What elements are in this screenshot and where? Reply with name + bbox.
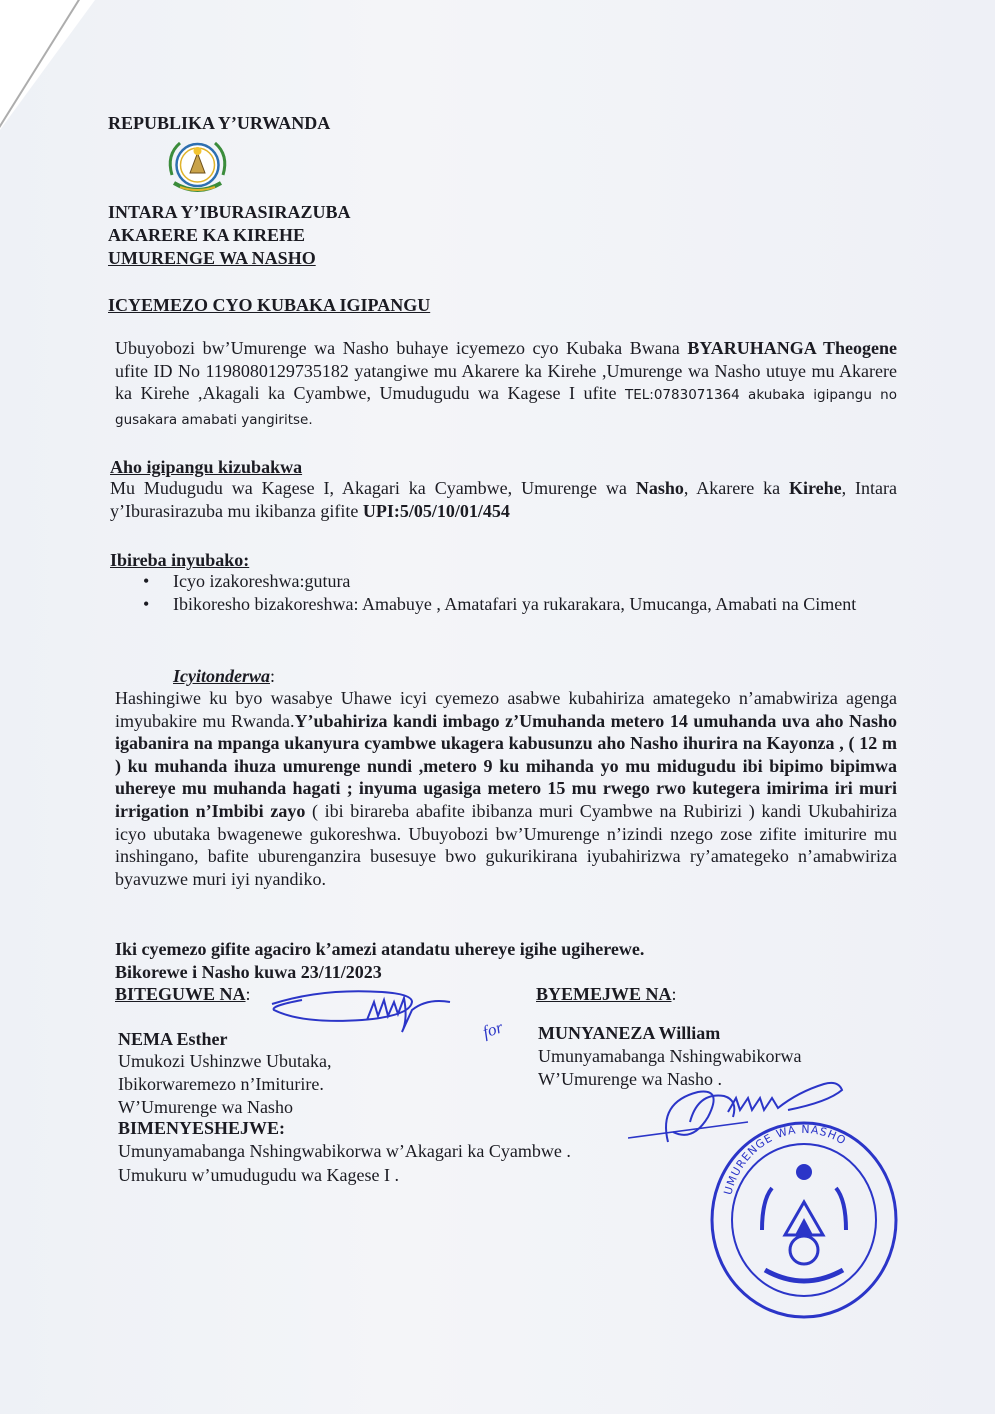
bullet-icon: • <box>143 571 150 591</box>
intro-paragraph <box>115 337 897 431</box>
validity-statement: Iki cyemezo gifite agaciro k’amezi atandatu uhereye igihe ugiherewe. <box>115 939 645 959</box>
location-paragraph <box>110 477 897 522</box>
stamp-ring-text: UMURENGE WA NASHO <box>721 1122 849 1197</box>
conditions-road-setback-text: Y’ubahiriza kandi imbago z’Umuhanda metero 14 umuhanda uva aho Nasho igabanira na mpanga ukanyura cyambwe ukagera kabusunzu aho Nasho ihurira na Kayonza , ( 12 m ) ku muhanda ihuza umurenge nundi ,metero 9 ku mihanda yo mu midugudu ibi bipimo bipimwa uhereye mu muhanda hagati ; inyuma ugasiga metero 15 mu rwego rwo kutegera imirima iri muri irrigation n’Imbibi zayo <box>115 710 897 821</box>
conditions-heading-colon: : <box>270 666 276 686</box>
location-heading: Aho igipangu kizubakwa <box>110 457 303 477</box>
prepared-by-heading: BITEGUWE NA <box>115 984 246 1004</box>
coat-of-arms-emblem <box>160 135 235 197</box>
approved-by-line-1: Umunyamabanga Nshingwabikorwa <box>538 1046 802 1066</box>
intro-text-1: Ubuyobozi bw’Umurenge wa Nasho buhaye icyemezo cyo Kubaka Bwana <box>115 338 688 358</box>
location-district: Kirehe <box>788 478 842 498</box>
handwritten-for-note: for <box>480 1017 506 1042</box>
prepared-by-firstname: Esther <box>172 1029 228 1049</box>
approved-by-heading-wrap <box>536 983 677 1005</box>
copies-line-2: Umukuru w’umudugudu wa Kagese I . <box>118 1165 399 1185</box>
approved-by-colon: : <box>671 984 677 1004</box>
document-title: ICYEMEZO CYO KUBAKA IGIPANGU <box>108 295 431 315</box>
conditions-text-2: ( ibi birareba abafite ibibanza muri Cyambwe na Rubirizi ) kandi Ukubahiriza icyo ubutaka bwagenewe gukoreshwa. Ubuyobozi bw’Umurenge n’izindi nzego zose zifite imiturire mu inshingano, bafite uburenganzira busesuye bwo gukurikirana iyubahirizwa ry’amategeko n’amabwiriza byavuzwe muri iyi nyandiko. <box>115 800 897 889</box>
location-text-1: Mu Mudugudu wa Kagese I, Akagari ka Cyambwe, Umurenge wa <box>110 478 636 498</box>
copies-line-1: Umunyamabanga Nshingwabikorwa w’Akagari ka Cyambwe . <box>118 1141 571 1161</box>
conditions-paragraph <box>115 687 897 890</box>
official-stamp <box>707 1110 902 1320</box>
republic-heading: REPUBLIKA Y’URWANDA <box>108 113 331 133</box>
location-sector: Nasho <box>635 478 684 498</box>
done-at-line: Bikorewe i Nasho kuwa 23/11/2023 <box>115 962 382 982</box>
building-heading: Ibireba inyubako: <box>110 550 250 570</box>
conditions-heading: Icyitonderwa <box>173 666 270 686</box>
province-heading: INTARA Y’IBURASIRAZUBA <box>108 202 351 222</box>
copies-heading: BIMENYESHEJWE: <box>118 1118 286 1138</box>
bullet-icon: • <box>143 594 150 614</box>
preparer-signature <box>262 980 462 1042</box>
prepared-by-line-1: Umukozi Ushinzwe Ubutaka, <box>118 1051 332 1071</box>
building-item-materials: Ibikoresho bizakoreshwa: Amabuye , Amatafari ya rukarakara, Umucanga, Amabati na Ciment <box>173 594 857 614</box>
approved-by-name: MUNYANEZA William <box>538 1023 721 1043</box>
folded-corner <box>0 0 95 130</box>
upi-number: UPI:5/05/10/01/454 <box>362 500 510 521</box>
prepared-by-name <box>118 1028 228 1050</box>
conditions-heading-wrap <box>173 665 275 687</box>
district-heading: AKARERE KA KIREHE <box>108 225 306 245</box>
prepared-by-surname: NEMA <box>118 1029 172 1049</box>
intro-text-2: ufite ID No 1198080129735182 yatangiwe mu Akarere ka Kirehe ,Umurenge wa Nasho utuye mu Akarere ka Kirehe ,Akagali ka Cyambwe, Umudugudu wa Kagese I ufite <box>115 360 897 403</box>
prepared-by-heading-wrap <box>115 983 251 1005</box>
sector-heading: UMURENGE WA NASHO <box>108 248 316 268</box>
prepared-by-colon: : <box>245 984 251 1004</box>
approved-by-heading: BYEMEJWE NA <box>536 984 672 1004</box>
owner-name: BYARUHANGA Theogene <box>687 338 897 358</box>
location-text-3: , Intara y’Iburasirazuba mu ikibanza gifite <box>110 478 898 521</box>
location-text-2: , Akarere ka <box>683 478 789 498</box>
prepared-by-line-3: W’Umurenge wa Nasho <box>118 1097 293 1117</box>
conditions-text-1: Hashingiwe ku byo wasabye Uhawe icyi cyemezo asabwe kubahiriza amategeko n’amabwiriza agenga imyubakire mu Rwanda. <box>115 688 897 731</box>
approved-by-line-2: W’Umurenge wa Nasho . <box>538 1069 722 1089</box>
building-item-use: Icyo izakoreshwa:gutura <box>173 571 351 591</box>
intro-telephone-text: TEL:0783071364 akubaka igipangu no gusakara amabati yangiritse. <box>115 387 897 428</box>
prepared-by-line-2: Ibikorwaremezo n’Imiturire. <box>118 1074 324 1094</box>
